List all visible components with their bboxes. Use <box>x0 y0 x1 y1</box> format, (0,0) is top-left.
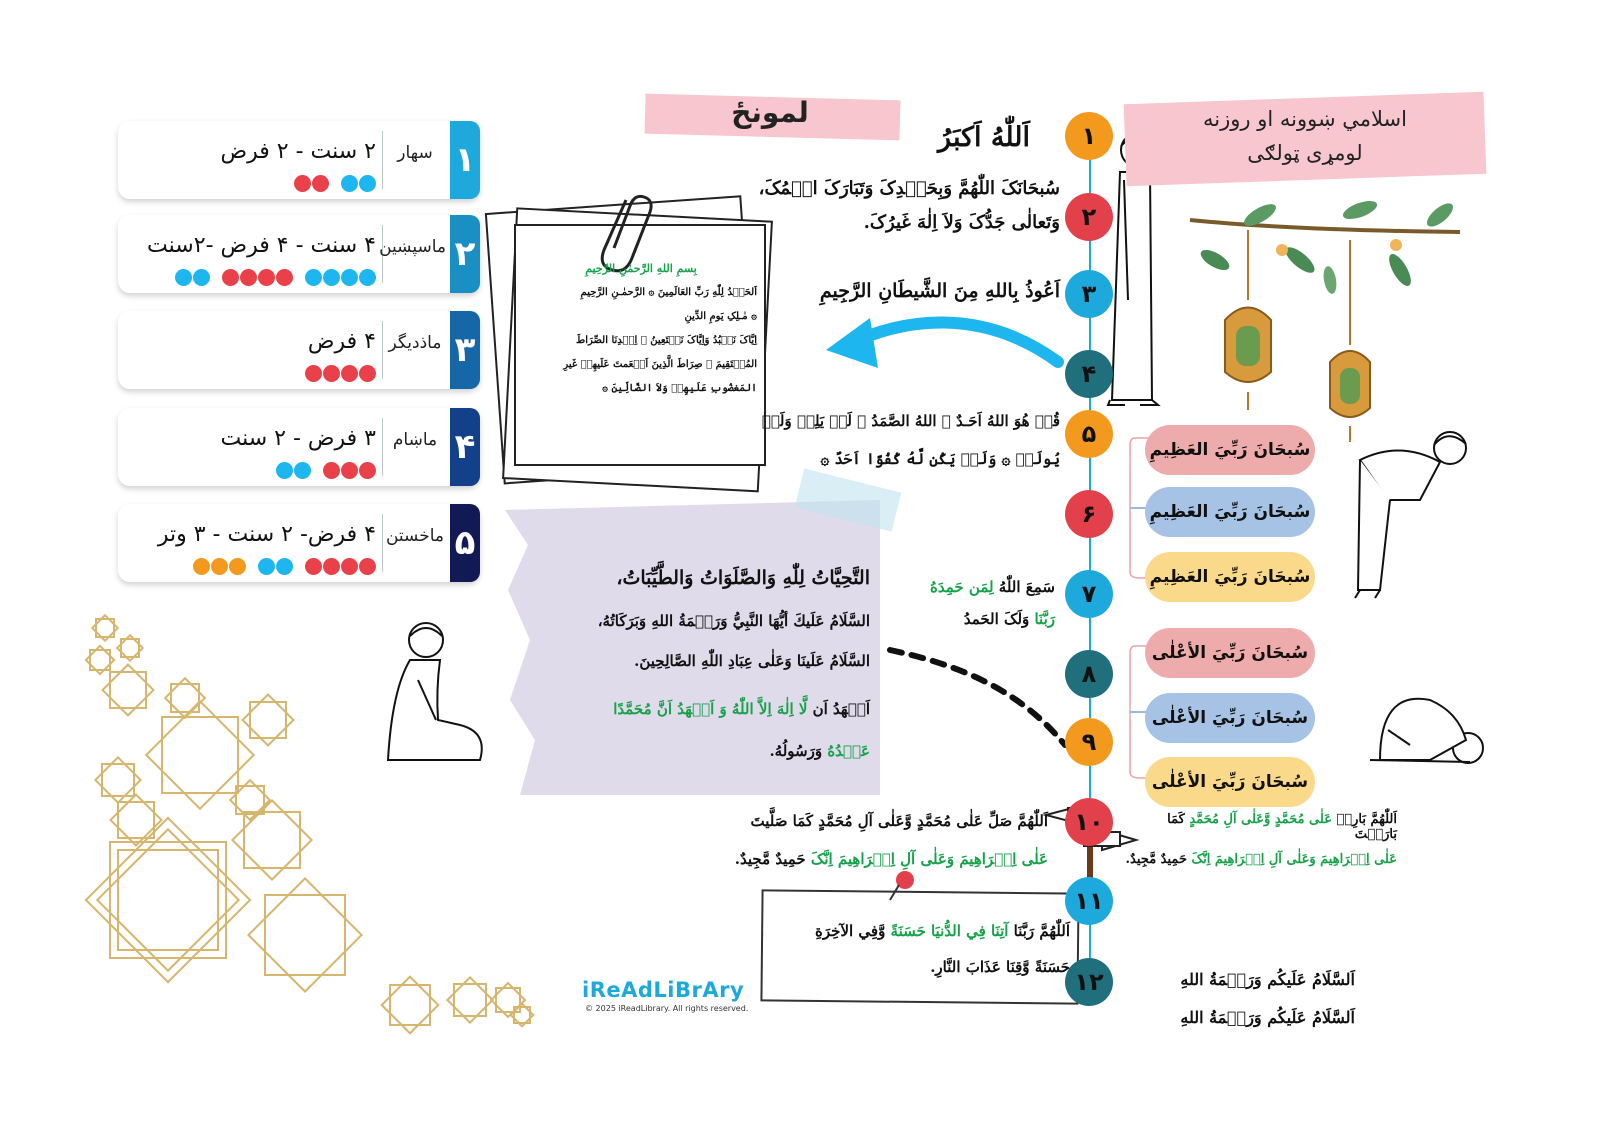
brand-logo: iReAdLiBrAry <box>582 978 745 1002</box>
tashahhud-line-5 <box>520 742 870 760</box>
sami-allah-b: لِمَن حَمِدَهُ <box>930 578 994 596</box>
tashahhud-4a: اَشۡهَدُ اَن <box>807 700 870 718</box>
prayer-card <box>118 504 480 582</box>
page-title <box>1140 102 1470 170</box>
prayer-card <box>118 121 480 199</box>
dua-line-2: حَسَنَةً وَّقِنَا عَذَابَ النَّارِ. <box>930 958 1070 976</box>
rakat-dot <box>305 558 322 575</box>
prayer-card <box>118 311 480 389</box>
salawat-line-2 <box>700 850 1048 868</box>
step-circle: ۸ <box>1065 650 1113 698</box>
dua-1b: آتِنَا فِي الدُّنیَا حَسَنَةً <box>890 922 1009 940</box>
rakat-dot <box>175 269 192 286</box>
rabbana-a: رَبَّنَا <box>1034 610 1055 628</box>
step-circle: ۱۲ <box>1065 958 1113 1006</box>
salam-line-2: اَلسَّلَامُ عَلَیکُم وَرَحۡمَةُ اللهِ <box>1180 1008 1355 1027</box>
fatiha-paper <box>525 262 757 407</box>
sajda-pill: سُبحَانَ رَبِّيَ الأعْلٰى <box>1145 693 1315 743</box>
rakat-dot <box>258 269 275 286</box>
rakat-dots <box>294 175 376 192</box>
tashahhud-line-2: السَّلَامُ عَلَيكَ أيُّهَا النَّبِيُّ وَرَحۡمَةُ اللهِ وَبَرَکَاتُهُ، <box>597 612 870 630</box>
taawwuz-text: اَعُوذُ بِاللهِ مِنَ الشَّیطَانِ الرَّجِیمِ <box>819 280 1060 302</box>
rakat-dot <box>341 462 358 479</box>
sana-line-2: وَتَعالٰی جَدُّکَ وَلاَ اِلٰهَ غَیرُکَ. <box>863 212 1060 233</box>
tashahhud-line-3: السَّلَامُ عَلَينَا وَعَلٰى عِبَادِ اللّٰهِ الصَّالِحِينَ. <box>634 652 870 670</box>
salawat-2b: حَمِیدٌ مَّجِیدٌ. <box>734 850 811 868</box>
sajda-pill: سُبحَانَ رَبِّيَ الأعْلٰى <box>1145 757 1315 807</box>
takbir-text: اَللّٰهُ اَکبَرُ <box>938 122 1030 153</box>
sitting-man-icon <box>388 623 482 760</box>
rakat-dot <box>276 462 293 479</box>
rakat-dot <box>211 558 228 575</box>
ikhlas-line-2: یُولَدۡ ۞ وَلَمۡ یَکُن لَّهُ کُفُوًا اَحَدٌ ۞ <box>820 450 1060 468</box>
tashahhud-5a: عَبۡدُهُ <box>827 742 870 760</box>
rakat-dots <box>276 462 376 479</box>
rakat-dot <box>341 365 358 382</box>
salam-line-1: اَلسَّلَامُ عَلَیکُم وَرَحۡمَةُ اللهِ <box>1180 970 1355 989</box>
card-divider <box>382 131 383 189</box>
rakat-dot <box>305 365 322 382</box>
copyright: © 2025 iReadLibrary. All rights reserved. <box>585 1004 749 1013</box>
rakat-dot <box>359 558 376 575</box>
arrow-head-icon <box>826 318 878 368</box>
lanterns-branch-icon <box>1190 197 1460 442</box>
arrow-icon <box>852 322 1058 362</box>
rakat-dot <box>193 558 210 575</box>
rakat-dot-group <box>276 462 311 479</box>
dua-line-1 <box>770 922 1070 940</box>
rakat-dot-group <box>323 462 376 479</box>
title-line-1: اسلامي ښوونه او روزنه <box>1203 107 1407 131</box>
prayer-name: ماخستن <box>385 526 445 546</box>
rakat-dot <box>359 269 376 286</box>
prayer-number: ۲ <box>450 215 480 293</box>
step-circle: ۱ <box>1065 112 1113 160</box>
rakat-dot <box>258 558 275 575</box>
prayer-name: سهار <box>397 143 433 163</box>
step-circle: ۶ <box>1065 490 1113 538</box>
card-divider <box>382 418 383 476</box>
prayer-number: ۵ <box>450 504 480 582</box>
fatiha-line: المُسۡتَقِیمَ ۞ صِرَاطَ الَّذِینَ اَنۡعَمتَ عَلَیهِمۡ غَیرِ <box>563 359 757 370</box>
rakat-dot <box>222 269 239 286</box>
rakat-dot-group <box>305 269 376 286</box>
prayer-rakats: ۳ فرض - ۲ سنت <box>220 426 376 451</box>
rakat-dot <box>359 462 376 479</box>
tashahhud-line-1: التَّحِيَّاتُ لِلّٰهِ وَالصَّلَوَاتُ وَالطَّيِّبَاتُ، <box>616 567 870 589</box>
dua-1a: اَللّٰهُمَّ رَبَّنَا <box>1008 922 1070 940</box>
baraka-1a: اَللّٰهُمَّ بَارِکۡ <box>1331 812 1397 827</box>
rakat-dot <box>341 558 358 575</box>
rakat-dot-group <box>193 558 246 575</box>
rakat-dot <box>312 175 329 192</box>
card-divider <box>382 321 383 379</box>
prayer-rakats: ۴ فرض- ۲ سنت - ۳ وتر <box>157 522 376 547</box>
rakat-dot <box>359 175 376 192</box>
fatiha-line: اِیَّاکَ نَعۡبُدُ وَاِیَّاکَ نَسۡتَعِینُ ۞ اِهۡدِنَا الصِّرَاطَ <box>575 335 757 346</box>
baraka-2a: عَلٰی اِبۡرَاهِیمَ وَعَلٰی آلِ اِبۡرَاهِیمَ اِنَّکَ <box>1191 852 1397 867</box>
baraka-2b: حَمِیدٌ مَّجِیدٌ. <box>1125 852 1192 867</box>
bowing-man-icon <box>1355 432 1466 598</box>
rakat-dot <box>323 269 340 286</box>
rakat-dot <box>276 558 293 575</box>
prayer-name: ماذدیگر <box>388 333 442 353</box>
salawat-line-1: اَللّٰهُمَّ صَلِّ عَلٰی مُحَمَّدٍ وَّعَلٰی آلِ مُحَمَّدٍ کَمَا صَلَّیتَ <box>750 812 1048 830</box>
prayer-rakats: ۴ سنت - ۴ فرض -۲سنت <box>147 233 376 258</box>
rakat-dot-group <box>341 175 376 192</box>
ikhlas-line-1: قُلۡ هُوَ اللهُ اَحَـدٌ ۞ اللهُ الصَّمَدُ ۞ لَمۡ یَلِدۡ وَلَمۡ <box>761 412 1060 430</box>
rakat-dot-group <box>258 558 293 575</box>
prayer-name: ماسپښین <box>379 237 446 257</box>
tashahhud-4b: لَّا اِلٰهَ اِلاَّ اللّٰهُ وَ اَشۡهَدُ اَنَّ مُحَمَّدًا <box>613 700 808 718</box>
step-circle: ۵ <box>1065 410 1113 458</box>
prayer-name: ماښام <box>392 430 438 450</box>
geometric-stars-decor <box>86 615 533 1033</box>
rakat-dot <box>294 175 311 192</box>
step-circle: ۴ <box>1065 350 1113 398</box>
prayer-number: ۱ <box>450 121 480 199</box>
ruku-pill: سُبحَانَ رَبِّيَ العَظِيمِ <box>1145 487 1315 537</box>
rakat-dot <box>323 462 340 479</box>
rakat-dots <box>305 365 376 382</box>
baraka-line-2 <box>1125 852 1397 867</box>
rakat-dot <box>359 365 376 382</box>
fatiha-lines <box>525 287 757 394</box>
sajda-pill: سُبحَانَ رَبِّيَ الأعْلٰى <box>1145 628 1315 678</box>
rakat-dot <box>323 365 340 382</box>
rakat-dot <box>193 269 210 286</box>
fatiha-line: ۞ مٰـلِکِ یَومِ الدِّینِ <box>684 311 757 322</box>
rakat-dot <box>276 269 293 286</box>
rakat-dot-group <box>305 365 376 382</box>
prayer-rakats: ۴ فرض <box>307 329 376 354</box>
rakat-dot <box>240 269 257 286</box>
fatiha-line: اَلحَمۡدُ لِلّٰهِ رَبِّ العَالَمِینَ ۞ الرَّحمٰـنِ الرَّحِیمِ <box>580 287 757 298</box>
sana-line-1: سُبحَانَکَ اللّٰهُمَّ وَبِحَمۡدِکَ وَتَبَارَکَ اسۡمُکَ، <box>758 178 1060 199</box>
step-circle: ۲ <box>1065 193 1113 241</box>
step-circle: ۷ <box>1065 570 1113 618</box>
baraka-line-1 <box>1125 812 1397 842</box>
step-circle: ۳ <box>1065 270 1113 318</box>
card-divider <box>382 514 383 572</box>
sami-allah-text <box>880 578 1055 596</box>
rakat-dot <box>305 269 322 286</box>
rakat-dots <box>175 269 376 286</box>
step-circle: ۹ <box>1065 718 1113 766</box>
baraka-1b: عَلٰی مُحَمَّدٍ وَّعَلٰی آلِ مُحَمَّدٍ <box>1189 812 1332 827</box>
fatiha-bismillah: بِسمِ اللهِ الرَّحمٰنِ الرَّحِیمِ <box>585 262 697 275</box>
baraka-1c: کَمَا بَارَکۡتَ <box>1167 812 1397 842</box>
dua-box <box>761 890 1078 1003</box>
step-circle: ۱۱ <box>1065 877 1113 925</box>
prayer-card <box>118 408 480 486</box>
rakat-dot <box>294 462 311 479</box>
rakat-dots <box>193 558 376 575</box>
fatiha-line: المَغضُوبِ عَلَیهِمۡ وَلاَ الضَّالِّینَ ۞ <box>602 383 757 394</box>
rakat-dot-group <box>222 269 293 286</box>
rakat-dot-group <box>175 269 210 286</box>
prayer-number: ۳ <box>450 311 480 389</box>
rakat-dot-group <box>294 175 329 192</box>
prayer-number: ۴ <box>450 408 480 486</box>
rakat-dot <box>323 558 340 575</box>
tashahhud-line-4 <box>520 700 870 718</box>
footsteps-icon <box>890 650 1065 745</box>
salawat-2a: عَلٰی اِبۡرَاهِیمَ وَعَلٰی آلِ اِبۡرَاهِیمَ اِنَّکَ <box>810 850 1048 868</box>
dua-1c: وَّفِي الآخِرَةِ <box>815 922 891 940</box>
sami-allah-a: سَمِعَ اللّٰهُ <box>993 578 1055 596</box>
rakat-dot <box>341 175 358 192</box>
title-line-2: لومړی ټولګی <box>1247 141 1363 165</box>
ruku-pill: سُبحَانَ رَبِّيَ العَظِيمِ <box>1145 425 1315 475</box>
rakat-dot-group <box>305 558 376 575</box>
prayer-card <box>118 215 480 293</box>
prayer-rakats: ۲ سنت - ۲ فرض <box>220 139 376 164</box>
rakat-dot <box>229 558 246 575</box>
rabbana-text <box>880 610 1055 628</box>
ruku-pill: سُبحَانَ رَبِّيَ العَظِيمِ <box>1145 552 1315 602</box>
step-circle: ۱۰ <box>1065 798 1113 846</box>
prostrating-man-icon <box>1370 699 1483 763</box>
lamunz-heading: لمونځ <box>731 96 809 129</box>
rakat-dot <box>341 269 358 286</box>
rabbana-b: وَلَکَ الحَمدُ <box>963 610 1035 628</box>
tashahhud-5b: وَرَسُولُهُ. <box>769 742 828 760</box>
